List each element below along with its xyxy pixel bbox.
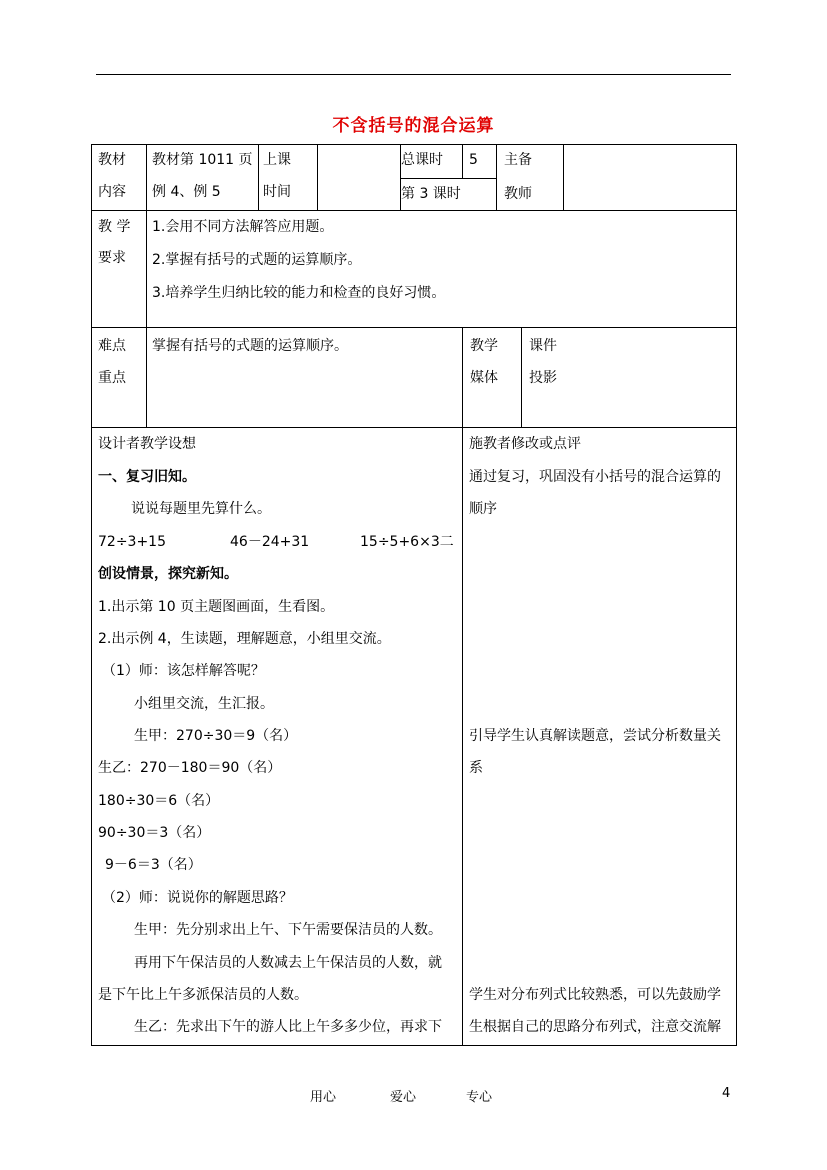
media-label: 教学 [470, 338, 498, 354]
requirement-item: 1.会用不同方法解答应用题。 [152, 219, 334, 235]
design-line: （1）师：该怎样解答呢？ [102, 663, 265, 679]
comments-heading: 施教者修改或点评 [469, 436, 581, 452]
page-number: 4 [722, 1086, 731, 1101]
lesson-plan-table [91, 144, 737, 1046]
media-item: 课件 [529, 338, 557, 354]
comment-line: 顺序 [469, 501, 497, 517]
requirement-item: 2.掌握有括号的式题的运算顺序。 [152, 252, 362, 268]
header-rule [96, 74, 731, 75]
footer-word: 用心 [310, 1090, 337, 1105]
design-line: 90÷30＝3（名） [98, 825, 211, 841]
requirements-label: 教 学 [98, 219, 131, 235]
expression: 46－24+31 [230, 534, 310, 550]
section-heading: 一、复习旧知。 [98, 469, 196, 485]
comment-line: 学生对分布列式比较熟悉，可以先鼓励学 [469, 987, 721, 1003]
material-value: 例 4、例 5 [152, 184, 221, 200]
design-line: 9－6＝3（名） [105, 857, 202, 873]
difficulty-label: 难点 [98, 338, 126, 354]
table-divider [91, 427, 737, 428]
total-hours-value: 5 [469, 152, 478, 168]
design-line: 生乙：270－180＝90（名） [98, 760, 282, 776]
table-border-left [91, 144, 92, 1046]
table-divider [146, 144, 147, 427]
design-line: 说说每题里先算什么。 [131, 501, 271, 517]
lead-teacher-label: 教师 [504, 186, 532, 202]
table-border-top [91, 144, 737, 145]
total-hours-label: 总课时 [401, 152, 443, 168]
material-label: 内容 [98, 184, 126, 200]
table-divider [462, 144, 463, 178]
difficulty-label: 重点 [98, 370, 126, 386]
class-time-label: 上课 [263, 152, 291, 168]
material-value: 教材第 1011 页 [152, 152, 253, 168]
table-divider [91, 210, 737, 211]
design-line: 生甲：先分别求出上午、下午需要保洁员的人数。 [134, 922, 442, 938]
design-line: 生乙：先求出下午的游人比上午多多少位，再求下 [134, 1019, 442, 1035]
table-divider [317, 144, 318, 210]
expression: 72÷3+15 [98, 534, 166, 550]
page-title: 不含括号的混合运算 [332, 116, 495, 136]
design-line: 1.出示第 10 页主题图画面，生看图。 [98, 599, 335, 615]
design-line: 2.出示例 4，生读题，理解题意，小组里交流。 [98, 631, 391, 647]
design-line: 再用下午保洁员的人数减去上午保洁员的人数，就 [134, 955, 442, 971]
class-time-label: 时间 [263, 184, 291, 200]
comment-line: 通过复习，巩固没有小括号的混合运算的 [469, 469, 721, 485]
design-line: 小组里交流，生汇报。 [134, 696, 274, 712]
table-divider [462, 427, 463, 1046]
design-line: 生甲：270÷30＝9（名） [134, 728, 298, 744]
requirement-item: 3.培养学生归纳比较的能力和检查的良好习惯。 [152, 285, 446, 301]
comment-line: 引导学生认真解读题意，尝试分析数量关 [469, 728, 721, 744]
table-divider [521, 327, 522, 427]
material-label: 教材 [98, 152, 126, 168]
table-divider [563, 144, 564, 210]
footer-word: 爱心 [390, 1090, 417, 1105]
comment-line: 系 [469, 760, 483, 776]
table-border-right [736, 144, 737, 1046]
difficulty-value: 掌握有括号的式题的运算顺序。 [152, 338, 348, 354]
expression: 15÷5+6×3二 [360, 534, 454, 550]
requirements-label: 要求 [98, 250, 126, 266]
table-border-bottom [91, 1045, 737, 1046]
table-divider [462, 327, 463, 427]
design-line: 180÷30＝6（名） [98, 793, 220, 809]
section-heading: 创设情景，探究新知。 [98, 566, 238, 582]
lead-teacher-label: 主备 [504, 152, 532, 168]
design-heading: 设计者教学设想 [98, 436, 196, 452]
comment-line: 生根据自己的思路分布列式，注意交流解 [469, 1019, 721, 1035]
table-divider [258, 144, 259, 210]
table-divider [496, 144, 497, 210]
media-label: 媒体 [470, 370, 498, 386]
lesson-number: 第 3 课时 [401, 186, 461, 202]
footer-word: 专心 [466, 1090, 493, 1105]
design-line: 是下午比上午多派保洁员的人数。 [98, 987, 308, 1003]
media-item: 投影 [529, 370, 557, 386]
table-divider [400, 178, 496, 179]
design-line: （2）师：说说你的解题思路？ [102, 890, 293, 906]
table-divider [91, 327, 737, 328]
